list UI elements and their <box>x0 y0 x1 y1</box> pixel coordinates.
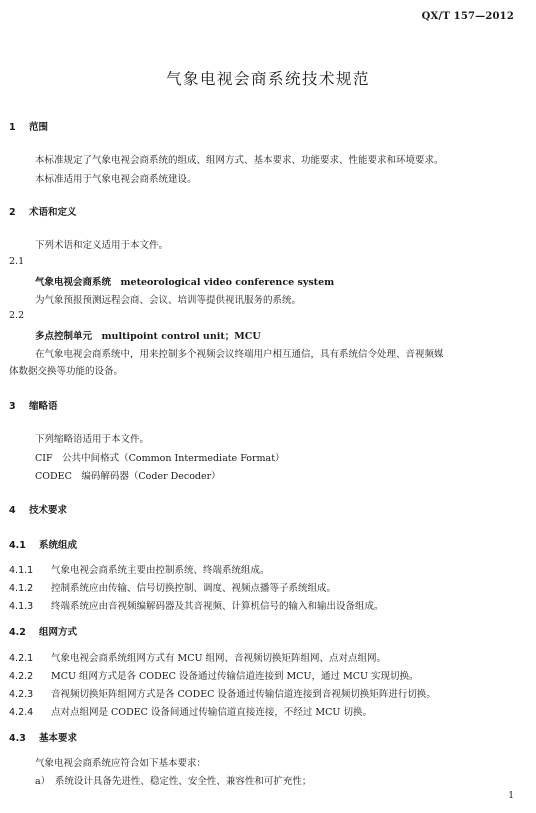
paragraph: 本标准适用于气象电视会商系统建设。 <box>35 174 197 185</box>
page-number: 1 <box>508 791 514 801</box>
clause <box>9 580 336 594</box>
clause-text: MCU 组网方式是各 CODEC 设备通过传输信道连接到 MCU，通过 MCU 实现切换。 <box>51 671 419 682</box>
clause-text: 气象电视会商系统组网方式有 MCU 组网、音视频切换矩阵组网、点对点组网。 <box>51 653 387 664</box>
clause-number: 4.2.4 <box>9 707 34 718</box>
section-3-heading <box>9 398 58 412</box>
subsection-title: 基本要求 <box>39 733 78 744</box>
clause-number: 2.1 <box>9 256 25 267</box>
section-1-heading <box>9 119 48 133</box>
clause <box>9 562 270 576</box>
clause-text: 终端系统应由音视频编解码器及其音视频、计算机信号的输入和输出设备组成。 <box>51 601 384 612</box>
clause <box>9 650 386 664</box>
term-entry: 多点控制单元 multipoint control unit；MCU <box>35 331 261 342</box>
clause-number: 4.2.3 <box>9 689 34 700</box>
clause-text: 气象电视会商系统主要由控制系统、终端系统组成。 <box>51 565 270 576</box>
clause-number: 4.2.1 <box>9 653 34 664</box>
clause-number: 4.1.3 <box>9 601 34 612</box>
subsection-4-1-heading <box>9 537 77 551</box>
document-title: 气象电视会商系统技术规范 <box>165 70 370 88</box>
subsection-title: 系统组成 <box>39 540 78 551</box>
clause-number: 4.2.2 <box>9 671 34 682</box>
clause-number: 2.2 <box>9 310 25 321</box>
paragraph: 气象电视会商系统应符合如下基本要求： <box>35 758 207 769</box>
clause <box>9 704 372 718</box>
list-item: a） 系统设计具备先进性、稳定性、安全性、兼容性和可扩充性； <box>35 776 312 787</box>
term-definition: 为气象预报预测远程会商、会议、培训等提供视讯服务的系统。 <box>35 295 302 306</box>
clause-text: 点对点组网是 CODEC 设备间通过传输信道直接连接，不经过 MCU 切换。 <box>51 707 372 718</box>
paragraph: 下列缩略语适用于本文件。 <box>35 434 150 445</box>
section-number: 3 <box>9 401 16 412</box>
term-definition: 在气象电视会商系统中，用来控制多个视频会议终端用户相互通信，具有系统信令处理、音视频媒 <box>35 349 444 360</box>
clause-number: 4.1.1 <box>9 565 34 576</box>
section-number: 4 <box>9 505 16 516</box>
section-2-heading <box>9 204 77 218</box>
standard-number: QX/T 157—2012 <box>421 11 514 22</box>
section-title: 术语和定义 <box>29 207 77 218</box>
clause <box>9 686 436 700</box>
clause-text: 音视频切换矩阵组网方式是各 CODEC 设备通过传输信道连接到音视频切换矩阵进行切换。 <box>51 689 436 700</box>
abbreviation-entry: CODEC 编码解码器（Coder Decoder） <box>35 471 221 482</box>
section-title: 技术要求 <box>29 505 68 516</box>
paragraph: 下列术语和定义适用于本文件。 <box>35 240 169 251</box>
subsection-number: 4.1 <box>9 540 26 551</box>
term-entry: 气象电视会商系统 meteorological video conference system <box>35 277 335 288</box>
clause <box>9 598 384 612</box>
subsection-title: 组网方式 <box>39 627 78 638</box>
subsection-number: 4.2 <box>9 627 26 638</box>
subsection-4-3-heading <box>9 730 77 744</box>
subsection-number: 4.3 <box>9 733 26 744</box>
clause-text: 控制系统应由传输、信号切换控制、调度、视频点播等子系统组成。 <box>51 583 337 594</box>
abbreviation-entry: CIF 公共中间格式（Common Intermediate Format） <box>35 453 285 464</box>
clause-number: 4.1.2 <box>9 583 34 594</box>
section-title: 缩略语 <box>29 401 58 412</box>
paragraph: 本标准规定了气象电视会商系统的组成、组网方式、基本要求、功能要求、性能要求和环境要求。 <box>35 155 444 166</box>
clause <box>9 668 419 682</box>
section-number: 2 <box>9 207 16 218</box>
section-4-heading <box>9 502 67 516</box>
term-definition-continued: 体数据交换等功能的设备。 <box>9 366 124 377</box>
section-number: 1 <box>9 122 16 133</box>
subsection-4-2-heading <box>9 624 77 638</box>
section-title: 范围 <box>29 122 49 133</box>
